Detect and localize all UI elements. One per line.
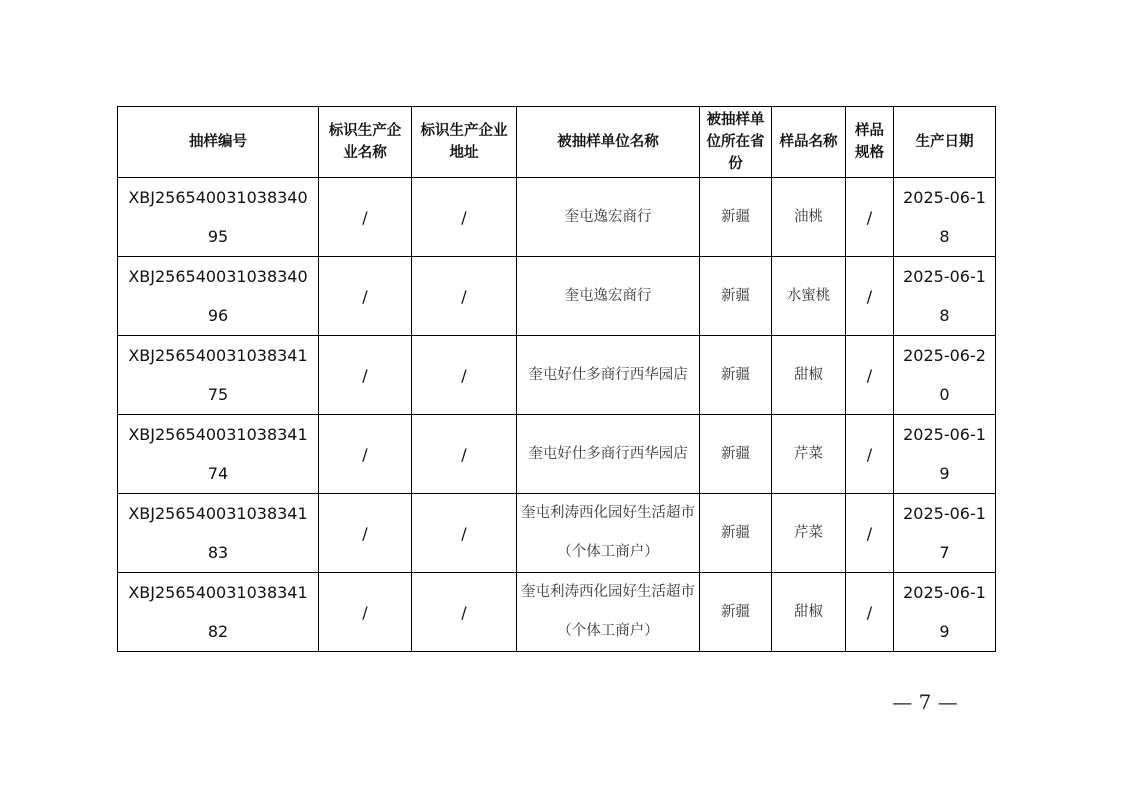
sample-number-cell: XBJ25654003103834182 bbox=[118, 573, 319, 652]
sampled-unit-name-cell: 奎屯逸宏商行 bbox=[517, 257, 700, 336]
manufacturer-name-cell: / bbox=[319, 257, 412, 336]
sampling-results-table bbox=[117, 106, 996, 652]
header-manufacturer-name: 标识生产企业名称 bbox=[319, 107, 412, 178]
production-date-cell: 2025-06-19 bbox=[894, 573, 996, 652]
manufacturer-address-cell: / bbox=[412, 494, 517, 573]
manufacturer-address-cell: / bbox=[412, 257, 517, 336]
sample-spec-cell: / bbox=[846, 415, 894, 494]
manufacturer-address-cell: / bbox=[412, 573, 517, 652]
province-cell: 新疆 bbox=[700, 573, 772, 652]
sample-number-cell: XBJ25654003103834183 bbox=[118, 494, 319, 573]
manufacturer-address-cell: / bbox=[412, 178, 517, 257]
province-cell: 新疆 bbox=[700, 257, 772, 336]
sampled-unit-name-cell: 奎屯好仕多商行西华园店 bbox=[517, 415, 700, 494]
sample-name-cell: 芹菜 bbox=[772, 415, 846, 494]
manufacturer-address-cell: / bbox=[412, 415, 517, 494]
production-date-cell: 2025-06-18 bbox=[894, 257, 996, 336]
sample-number-cell: XBJ25654003103834175 bbox=[118, 336, 319, 415]
header-sampled-unit-province: 被抽样单位所在省份 bbox=[700, 107, 772, 178]
sample-number-cell: XBJ25654003103834095 bbox=[118, 178, 319, 257]
table-header-row bbox=[118, 107, 996, 178]
production-date-cell: 2025-06-19 bbox=[894, 415, 996, 494]
table-row bbox=[118, 178, 996, 257]
sample-spec-cell: / bbox=[846, 257, 894, 336]
header-manufacturer-address: 标识生产企业地址 bbox=[412, 107, 517, 178]
sample-spec-cell: / bbox=[846, 178, 894, 257]
sample-name-cell: 甜椒 bbox=[772, 573, 846, 652]
production-date-cell: 2025-06-18 bbox=[894, 178, 996, 257]
table-row bbox=[118, 494, 996, 573]
province-cell: 新疆 bbox=[700, 415, 772, 494]
manufacturer-name-cell: / bbox=[319, 494, 412, 573]
sample-spec-cell: / bbox=[846, 573, 894, 652]
sample-number-cell: XBJ25654003103834096 bbox=[118, 257, 319, 336]
table-row bbox=[118, 573, 996, 652]
table-row bbox=[118, 415, 996, 494]
sampled-unit-name-cell: 奎屯利涛西化园好生活超市（个体工商户） bbox=[517, 494, 700, 573]
sample-spec-cell: / bbox=[846, 494, 894, 573]
sampled-unit-name-cell: 奎屯利涛西化园好生活超市（个体工商户） bbox=[517, 573, 700, 652]
manufacturer-name-cell: / bbox=[319, 336, 412, 415]
manufacturer-name-cell: / bbox=[319, 178, 412, 257]
production-date-cell: 2025-06-17 bbox=[894, 494, 996, 573]
province-cell: 新疆 bbox=[700, 178, 772, 257]
sampled-unit-name-cell: 奎屯逸宏商行 bbox=[517, 178, 700, 257]
header-sample-spec: 样品规格 bbox=[846, 107, 894, 178]
header-production-date: 生产日期 bbox=[894, 107, 996, 178]
header-sample-number: 抽样编号 bbox=[118, 107, 319, 178]
sample-name-cell: 甜椒 bbox=[772, 336, 846, 415]
sampled-unit-name-cell: 奎屯好仕多商行西华园店 bbox=[517, 336, 700, 415]
sample-name-cell: 水蜜桃 bbox=[772, 257, 846, 336]
manufacturer-name-cell: / bbox=[319, 415, 412, 494]
manufacturer-address-cell: / bbox=[412, 336, 517, 415]
province-cell: 新疆 bbox=[700, 336, 772, 415]
page-number: — 7 — bbox=[892, 690, 958, 714]
manufacturer-name-cell: / bbox=[319, 573, 412, 652]
header-sample-name: 样品名称 bbox=[772, 107, 846, 178]
table-row bbox=[118, 336, 996, 415]
sample-number-cell: XBJ25654003103834174 bbox=[118, 415, 319, 494]
production-date-cell: 2025-06-20 bbox=[894, 336, 996, 415]
header-sampled-unit-name: 被抽样单位名称 bbox=[517, 107, 700, 178]
province-cell: 新疆 bbox=[700, 494, 772, 573]
sample-name-cell: 油桃 bbox=[772, 178, 846, 257]
sample-name-cell: 芹菜 bbox=[772, 494, 846, 573]
table-row bbox=[118, 257, 996, 336]
sample-spec-cell: / bbox=[846, 336, 894, 415]
